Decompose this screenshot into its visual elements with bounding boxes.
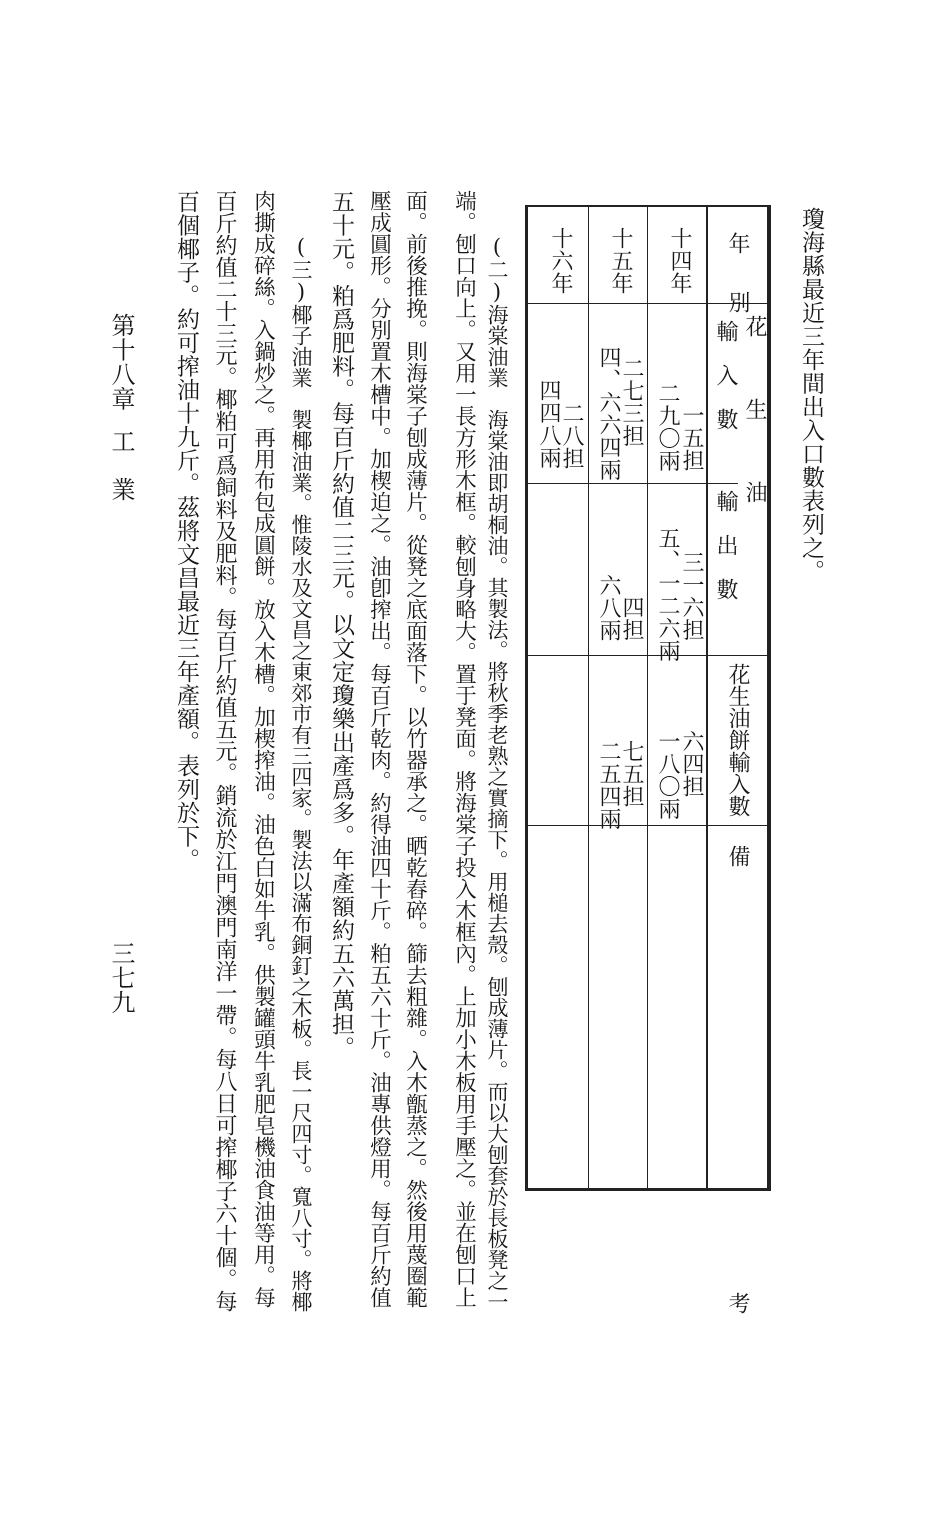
row-import-a: 二八担 [559,402,584,470]
row-cake-b: 二五四兩 [596,740,621,830]
table-row-line-2 [528,655,707,656]
intro-line: 瓊海縣最近三年間出入口數表列之。 [798,207,824,583]
section-label: 工業 [107,429,135,525]
table-col-sep-3 [588,207,589,1188]
row-year: 十六年 [548,227,573,295]
text-column: 五十元。粕爲肥料。每百斤約值二三元。以文定瓊樂出產爲多。年產額約五六萬担。 [328,190,354,1060]
row-export-a: 四担 [619,596,644,641]
page-number: 三七九 [107,941,135,1015]
table-header-cake-import: 花生油餅輸入數 [725,663,750,817]
text-column: 肉撕成碎絲。入鍋炒之。再用布包成圓餅。放入木槽。加楔搾油。油色白如牛乳。供製罐頭牛乳肥皂機油食油等用。每 [250,190,276,1308]
text-column: 百個椰子。約可搾油十九斤。茲將文昌最近三年產額。表列於下。 [173,190,199,872]
row-import-a: 二七三担 [619,357,644,447]
row-export-b: 六八兩 [596,574,621,642]
row-year: 十四年 [667,227,692,295]
table-header-year: 年 別 [725,232,750,319]
row-export-b: 五、一二六兩 [655,527,680,662]
text-column: 壓成圓形。分別置木槽中。加楔迫之。油卽搾出。每百斤乾肉。約得油四十斤。粕五六十斤。油專供燈用。每百斤約值 [366,190,392,1308]
table-col-sep-1 [706,207,708,1188]
text-column: 面。前後推挽。則海棠子刨成薄片。從凳之底面落下。以竹器承之。晒乾舂碎。篩去粗雜。入木甑蒸之。然後用蔑圈範 [402,190,428,1308]
row-import-b: 四四八兩 [536,379,561,469]
text-column: (三)椰子油業 製椰油業。惟陵水及文昌之東郊市有三四家。製法以滿布銅釘之木板。長一尺四寸。寬八寸。將椰 [289,235,313,1312]
table-header-remarks: 備 考 [725,845,750,1514]
table-row-line-3 [528,825,767,826]
table-border-right [767,205,771,1191]
table-header-import: 輸入數 [713,320,738,452]
row-cake-b: 一八〇兩 [655,730,680,820]
chapter-label: 第十八章 [107,313,135,411]
table-border-left [525,205,528,1191]
row-export-a: 三一六担 [679,551,704,641]
row-cake-a: 六四担 [679,730,704,798]
table-subheader-line-c [708,655,767,656]
text-column: 百斤約值二十三元。椰粕可爲飼料及肥料。每百斤約值五元。銷流於江門澳門南洋一帶。每八日可搾椰子六十個。每 [212,190,237,1312]
row-import-b: 二九〇兩 [655,382,680,472]
row-import-a: 一五担 [679,404,704,472]
table-header-peanut-oil: 花 生 油 [742,315,767,521]
table-header-export: 輸出數 [713,490,738,622]
table-subheader-line-b [708,483,738,484]
row-cake-a: 七五担 [619,740,644,808]
row-year: 十五年 [608,227,633,295]
row-import-b: 四、六六四兩 [596,346,621,481]
text-column: 端。刨口向上。又用一長方形木框。較刨身略大。置于凳面。將海棠子投入木框內。上加小木板用手壓之。並在刨口上 [451,190,477,1308]
table-row-line-1 [528,483,707,484]
text-column: (二)海棠油業 海棠油即胡桐油。其製法。將秋季老熟之實摘下。用槌去殼。刨成薄片。而以大刨套於長板凳之一 [485,235,509,1312]
table-col-sep-2 [647,207,648,1188]
